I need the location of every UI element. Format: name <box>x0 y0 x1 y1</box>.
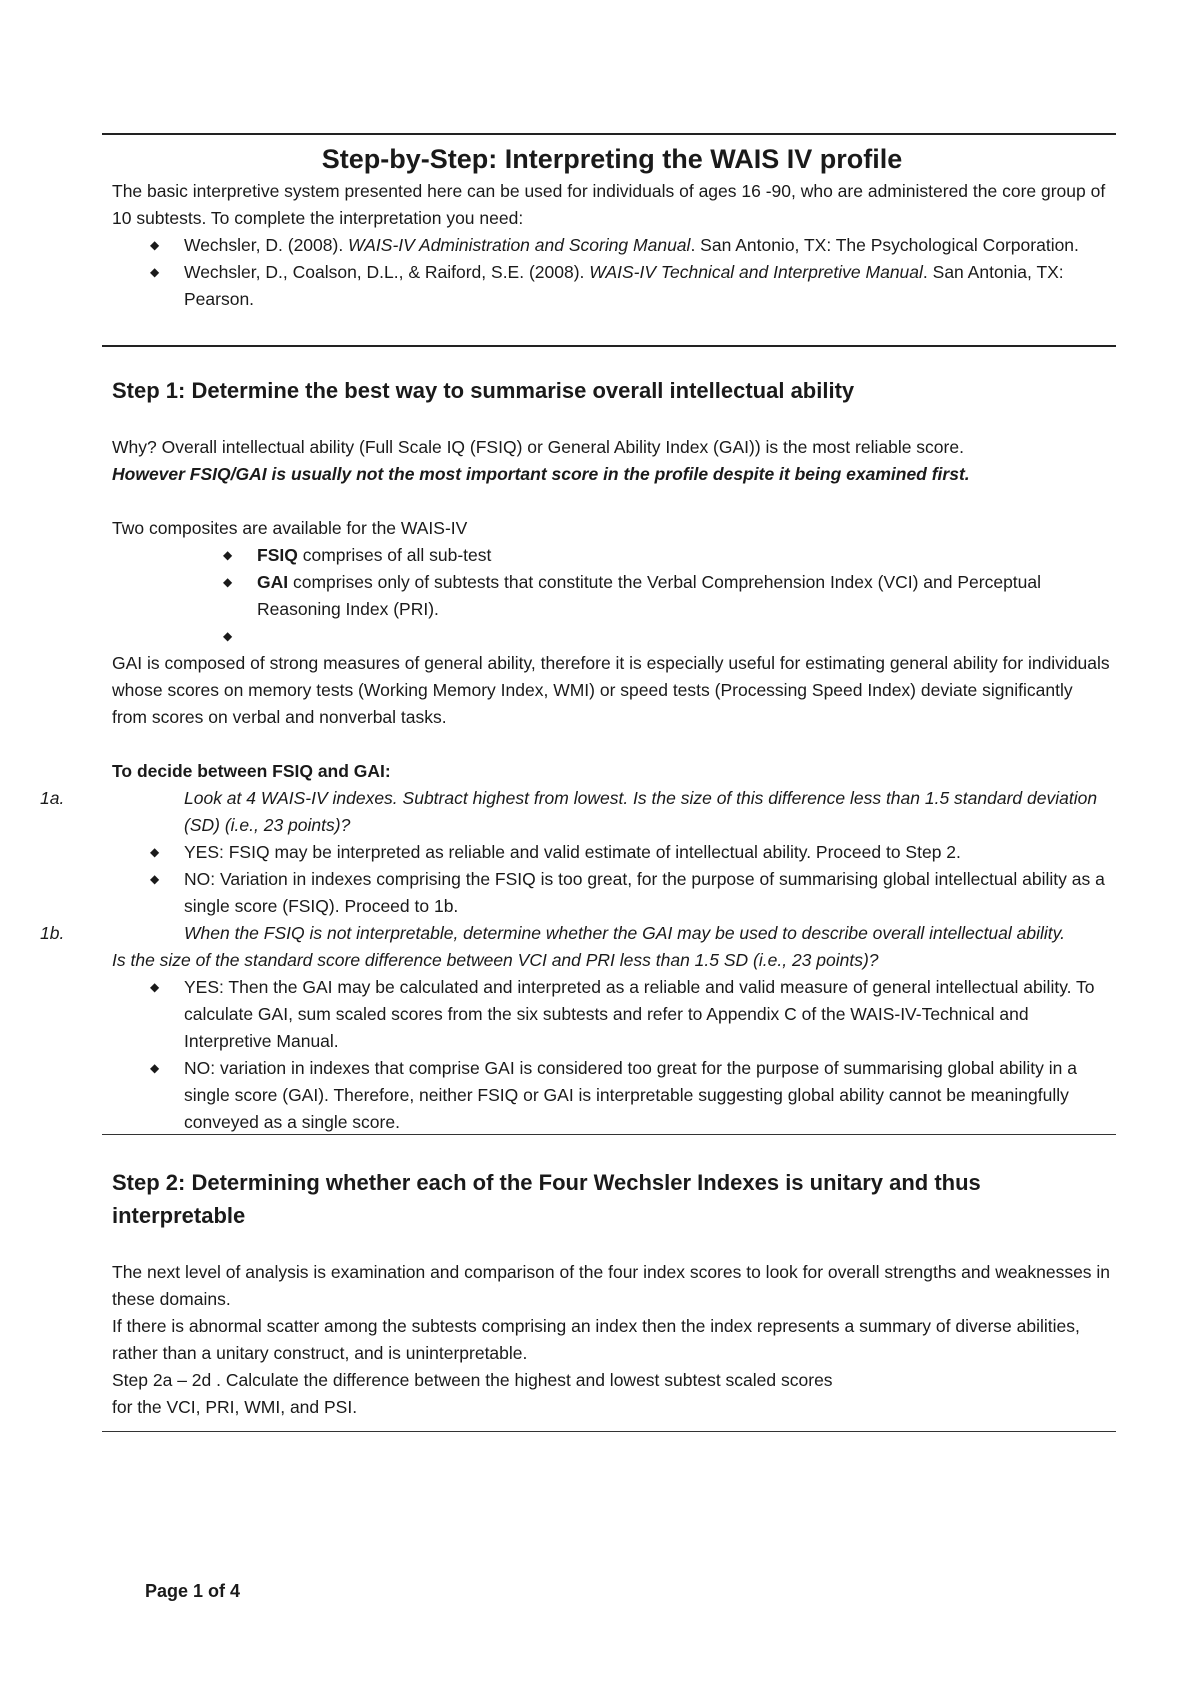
step-1b-list <box>112 974 1112 1136</box>
step2-p1: The next level of analysis is examination and comparison of the four index scores to look for overall strengths and weaknesses in these domains. <box>112 1262 1111 1309</box>
bullet-icon: ◆ <box>150 872 160 886</box>
step2-p3b: for the VCI, PRI, WMI, and PSI. <box>112 1397 358 1417</box>
bullet-icon: ◆ <box>150 845 160 859</box>
step-1b: 1b. When the FSIQ is not interpretable, determine whether the GAI may be used to describe overall intellectual ability. <box>40 923 1065 943</box>
composites-list <box>112 542 1112 650</box>
reference-item: ◆ Wechsler, D. (2008). WAIS-IV Administration and Scoring Manual. San Antonio, TX: The Psychological Corporation. <box>112 232 1112 259</box>
step2-heading: Step 2: Determining whether each of the Four Wechsler Indexes is unitary and thus interpretable <box>112 1170 981 1228</box>
intro-section <box>112 142 1112 313</box>
step2-p2: If there is abnormal scatter among the subtests comprising an index then the index represents a summary of diverse abilities, rather than a unitary construct, and is uninterpretable. <box>112 1316 1080 1363</box>
however-text: However FSIQ/GAI is usually not the most important score in the profile despite it being examined first. <box>112 464 970 484</box>
list-item: ◆ YES: Then the GAI may be calculated and interpreted as a reliable and valid measure of general intellectual ability. To calculate GAI, sum scaled scores from the six subtests and refer to Appendix C of the WAIS-IV-Technical and Interpretive Manual. <box>112 974 1112 1055</box>
why-text: Why? Overall intellectual ability (Full Scale IQ (FSIQ) or General Ability Index (GAI)) is the most reliable score. <box>112 437 964 457</box>
bullet-icon: ◆ <box>150 265 160 279</box>
bullet-icon: ◆ <box>150 980 160 994</box>
list-item-empty <box>112 623 1112 650</box>
divider <box>102 133 1116 135</box>
list-item: ◆ FSIQ comprises of all sub-test <box>112 542 1112 569</box>
decide-heading: To decide between FSIQ and GAI: <box>112 761 391 781</box>
step1-heading: Step 1: Determine the best way to summarise overall intellectual ability <box>112 378 855 403</box>
intro-text: The basic interpretive system presented here can be used for individuals of ages 16 -90, who are administered the core group of 10 subtests. To complete the interpretation you need: <box>112 181 1106 228</box>
divider <box>102 345 1116 347</box>
divider <box>102 1134 1116 1135</box>
list-item: ◆ YES: FSIQ may be interpreted as reliable and valid estimate of intellectual ability. Proceed to Step 2. <box>112 839 1112 866</box>
bullet-icon: ◆ <box>150 1061 160 1075</box>
step1-section <box>40 374 1112 1136</box>
document-title: Step-by-Step: Interpreting the WAIS IV profile <box>321 144 903 174</box>
reference-list <box>112 232 1112 313</box>
list-item: ◆ NO: Variation in indexes comprising the FSIQ is too great, for the purpose of summarising global intellectual ability as a single score (FSIQ). Proceed to 1b. <box>112 866 1112 920</box>
bullet-icon: ◆ <box>150 238 160 252</box>
list-item: ◆ GAI comprises only of subtests that constitute the Verbal Comprehension Index (VCI) and Perceptual Reasoning Index (PRI). <box>112 569 1112 623</box>
reference-item: ◆ Wechsler, D., Coalson, D.L., & Raiford, S.E. (2008). WAIS-IV Technical and Interpretive Manual. San Antonia, TX: Pearson. <box>112 259 1112 313</box>
footer-divider <box>102 1431 1116 1432</box>
composites-intro: Two composites are available for the WAIS-IV <box>112 518 468 538</box>
bullet-icon: ◆ <box>223 629 233 643</box>
bullet-icon: ◆ <box>223 548 233 562</box>
step2-p3a: Step 2a – 2d . Calculate the difference between the highest and lowest subtest scaled scores <box>112 1370 833 1390</box>
step-1b-question: Is the size of the standard score difference between VCI and PRI less than 1.5 SD (i.e., 23 points)? <box>112 950 879 970</box>
bullet-icon: ◆ <box>223 575 233 589</box>
page-number: Page 1 of 4 <box>145 1581 241 1601</box>
step-1a: 1a. Look at 4 WAIS-IV indexes. Subtract highest from lowest. Is the size of this difference less than 1.5 standard deviation (SD) (i.e., 23 points)? <box>40 788 1098 835</box>
step-1a-list <box>112 839 1112 920</box>
gai-paragraph: GAI is composed of strong measures of general ability, therefore it is especially useful for estimating general ability for individuals whose scores on memory tests (Working Memory Index, WMI) or speed tests (Processing Speed Index) deviate significantly from scores on verbal and nonverbal tasks. <box>112 653 1110 727</box>
step2-section <box>112 1166 1112 1421</box>
list-item: ◆ NO: variation in indexes that comprise GAI is considered too great for the purpose of summarising global ability in a single score (GAI). Therefore, neither FSIQ or GAI is interpretable suggesting global ability cannot be meaningfully conveyed as a single score. <box>112 1055 1112 1136</box>
